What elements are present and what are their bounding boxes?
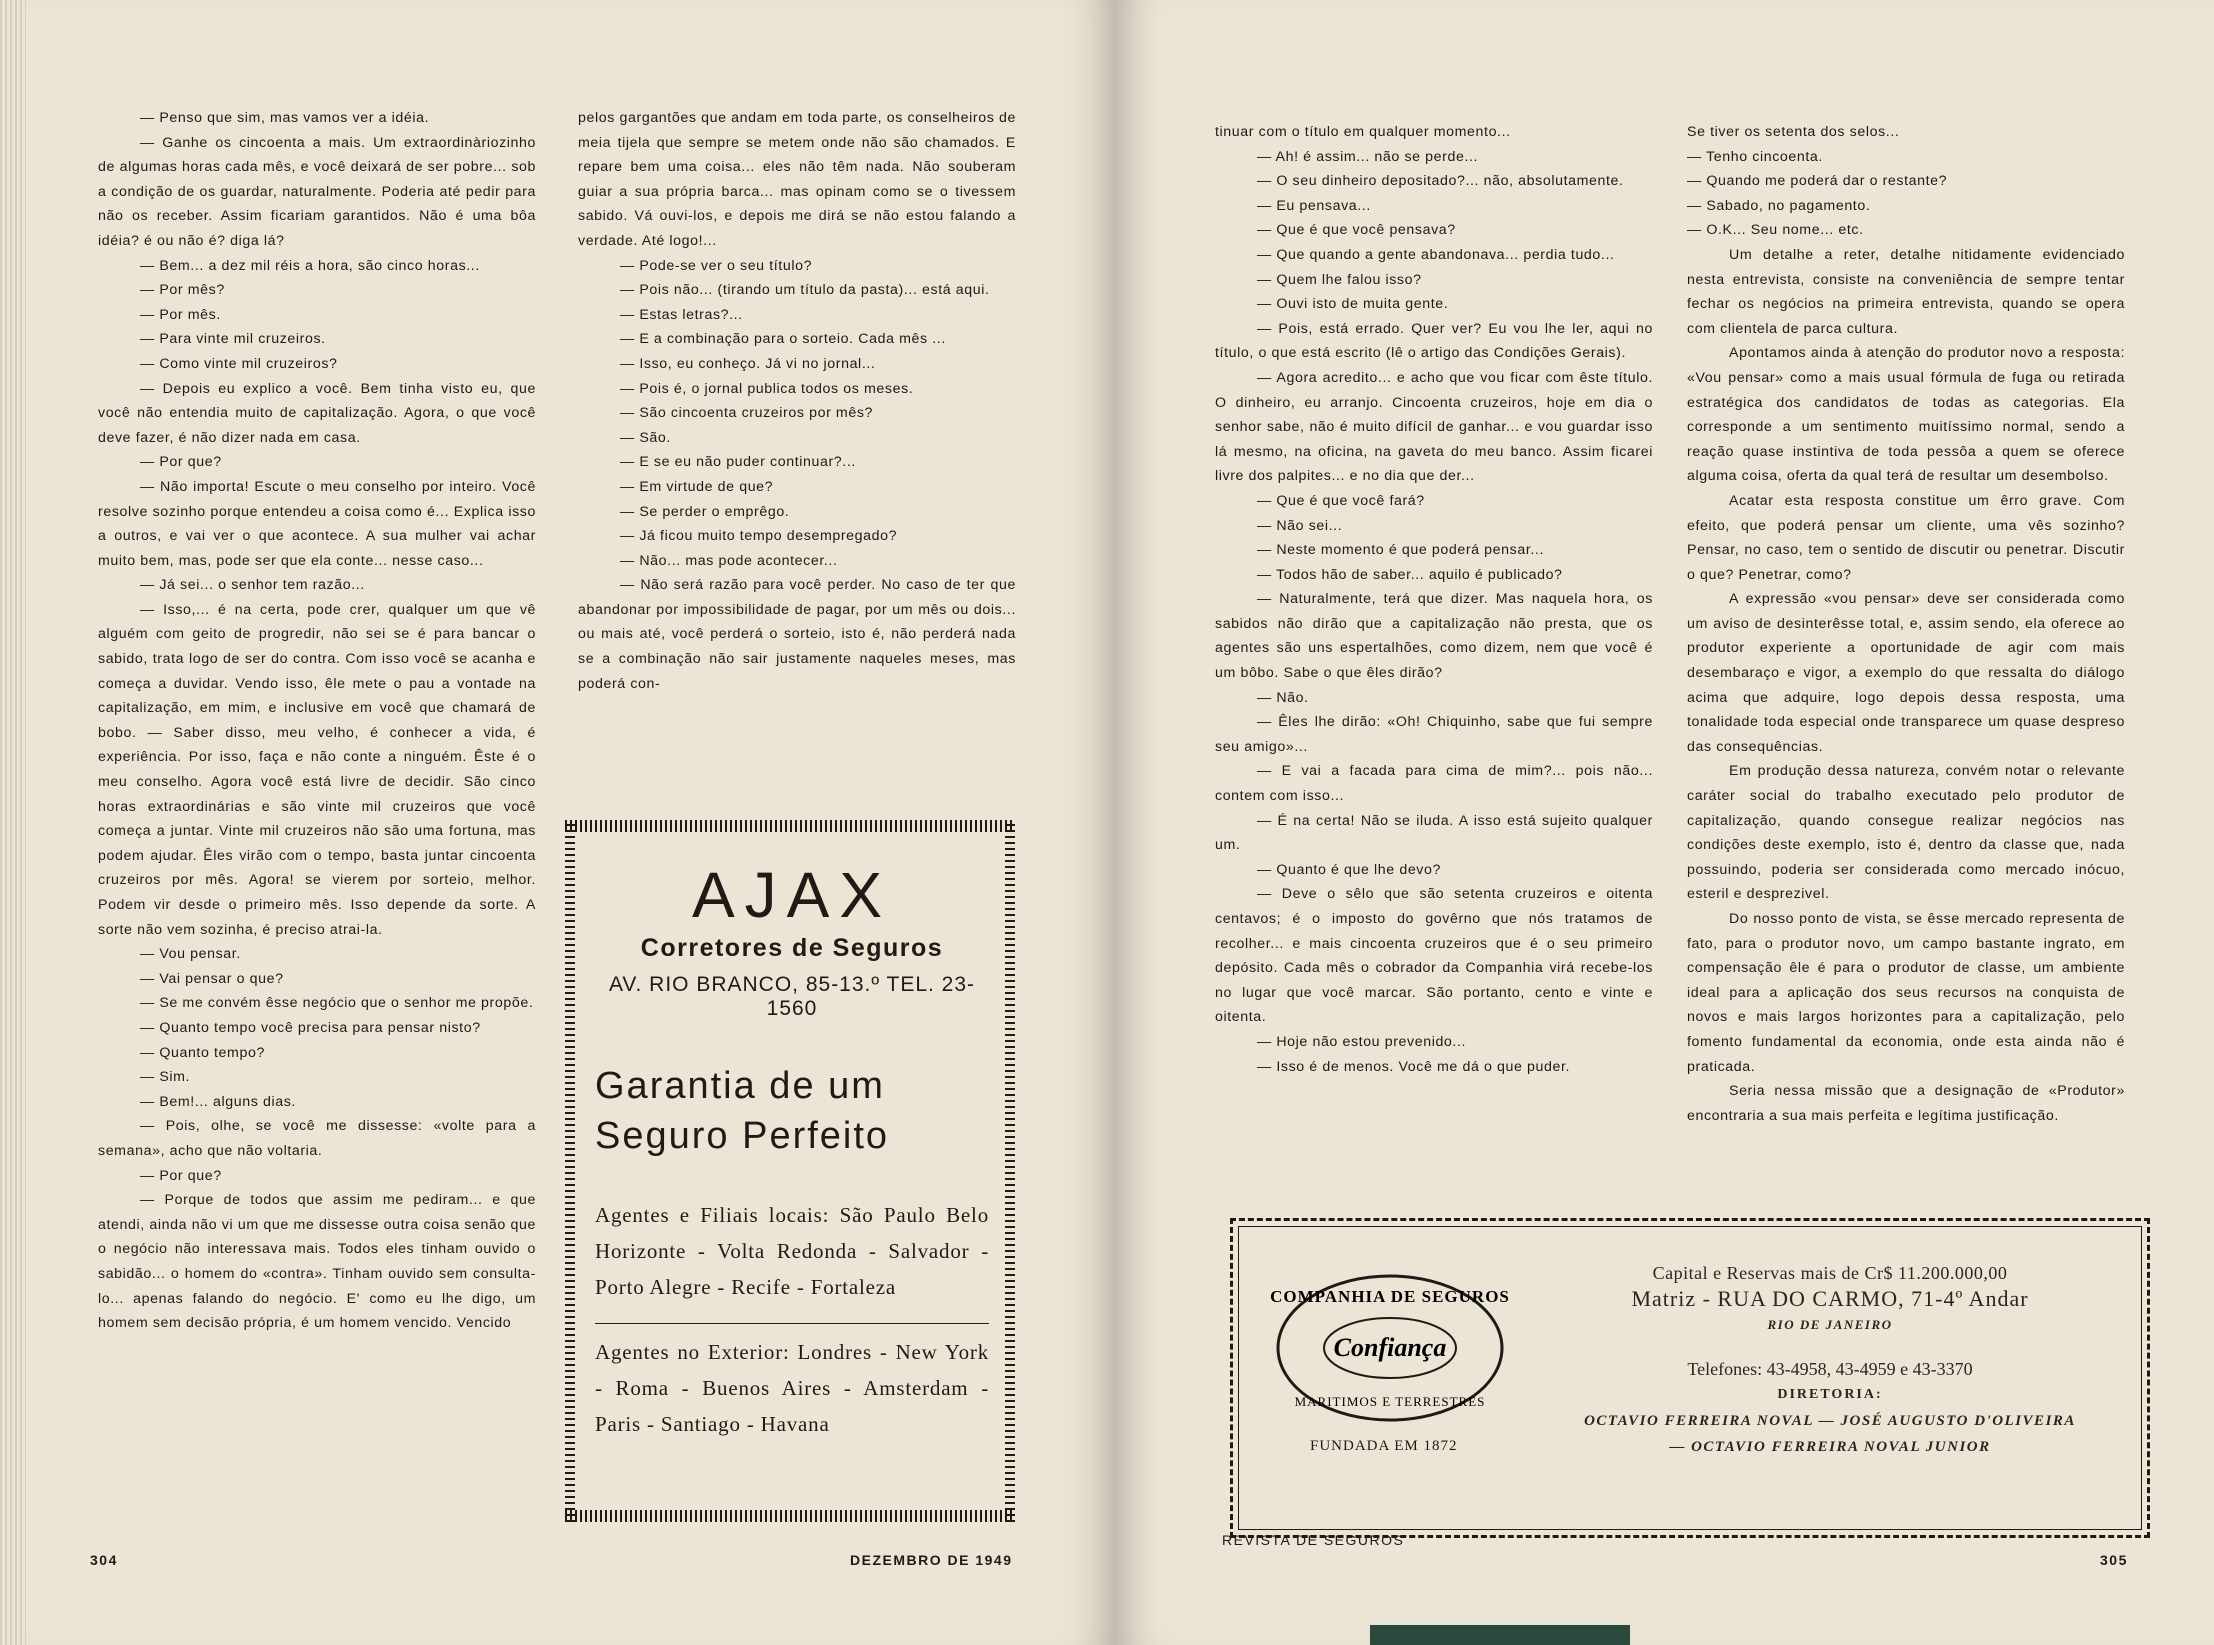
paragraph: — Por mês. [140,306,221,323]
page-number-left: 304 [90,1552,118,1568]
paragraph: — É na certa! Não se iluda. A isso está sujeito qualquer um. [1215,812,1653,854]
ad-border-right [1005,820,1015,1522]
paragraph: — São cincoenta cruzeiros por mês? [620,405,874,422]
paragraph: — Se perder o emprêgo. [620,503,790,520]
paragraph: — Bem!... alguns dias. [140,1093,296,1110]
paragraph: — Tenho cincoenta. [1687,148,1823,165]
paragraph: — Pois, está errado. Quer ver? Eu vou lhe ler, aqui no título, o que está escrito (lê o artigo das Condições Gerais). [1215,320,1653,362]
svg-text:MARITIMOS E TERRESTRES: MARITIMOS E TERRESTRES [1294,1394,1486,1409]
footer-date: DEZEMBRO DE 1949 [850,1552,1013,1568]
paragraph: — Êles lhe dirão: «Oh! Chiquinho, sabe que fui sempre seu amigo»... [1215,714,1653,755]
ajax-advertisement [565,820,1015,1522]
right-page [1115,0,2214,1645]
paragraph: — Isso é de menos. Você me dá o que puder. [1257,1058,1571,1075]
confianca-advertisement [1230,1218,2150,1538]
paragraph: — Sabado, no pagamento. [1687,197,1871,214]
paragraph: — Que é que você pensava? [1257,222,1456,239]
paragraph: — Quanto tempo? [140,1044,265,1061]
ad-brand: AJAX [691,859,893,931]
paragraph: — Já ficou muito tempo desempregado? [620,528,898,545]
paragraph: — O.K... Seu nome... etc. [1687,222,1864,239]
ad-address: AV. RIO BRANCO, 85-13.º TEL. 23-1560 [608,973,976,1020]
founded-text: FUNDADA EM 1872 [1310,1438,1458,1454]
page-edges [0,0,26,1645]
paragraph: — Deve o sêlo que são setenta cruzeiros e oitenta centavos; é o imposto do govêrno que nós tratamos de recolher... e mais cincoenta cruzeiros que é o seu primeiro depósito. Cada mês o cobrador da Companhia virá recebe-los no lugar que você marcar. São portanto, cento e vinte e oitenta. [1215,886,1653,1026]
paragraph: — Penso que sim, mas vamos ver a idéia. [140,110,430,126]
paragraph: — E vai a facada para cima de mim?... pois não... contem com isso... [1215,763,1653,805]
paragraph: — Por mês? [140,282,225,299]
paragraph: — Sim. [140,1069,191,1086]
paragraph: — Isso, eu conheço. Já vi no jornal... [620,355,876,372]
paragraph: — Pois é, o jornal publica todos os meses. [620,380,914,397]
paragraph: — Estas letras?... [620,306,743,323]
paragraph: — Não sei... [1257,517,1343,534]
paragraph: — Não será razão para você perder. No caso de ter que abandonar por impossibilidade de pagar, por um mês ou dois... ou mais até, você perderá o sorteio, isto é, não perderá nada se a combinação não sair justamente naqueles meses, mas poderá con- [578,577,1016,692]
ad-divider [595,1323,989,1324]
paragraph: — Quanto é que lhe devo? [1257,861,1441,878]
paragraph: — Que é que você fará? [1257,492,1425,509]
paragraph: — Pois, olhe, se você me dissesse: «volte para a semana», acho que não voltaria. [98,1118,536,1159]
paragraph: — Pode-se ver o seu título? [620,257,813,274]
binding-strip [1370,1625,1630,1645]
ad-border-bottom [565,1510,1015,1522]
paragraph: — Ah! é assim... não se perde... [1257,148,1479,165]
board-line-1: OCTAVIO FERREIRA NOVAL — JOSÉ AUGUSTO D'OLIVEIRA [1584,1413,2076,1429]
paragraph: Um detalhe a reter, detalhe nitidamente evidenciado nesta entrevista, consiste na conveniência de sempre tentar fechar os negócios na primeira entrevista, quando se opera com clientela de parca cultura. [1687,246,2125,337]
left-column-2 [578,106,1016,696]
paragraph: — São. [620,429,671,446]
footer-magazine: REVISTA DE SEGUROS [1222,1532,1405,1548]
paragraph: Se tiver os setenta dos selos... [1687,124,1900,140]
paragraph: — Que quando a gente abandonava... perdia tudo... [1257,246,1615,263]
ad-border-top [565,820,1015,832]
paragraph: — Quanto tempo você precisa para pensar nisto? [140,1019,481,1036]
paragraph: — Por que? [140,1167,222,1184]
paragraph: tinuar com o título em qualquer momento... [1215,124,1511,140]
paragraph: — Pois não... (tirando um título da pasta)... está aqui. [620,282,990,299]
paragraph: — Não importa! Escute o meu conselho por inteiro. Você resolve sozinho porque entendeu a coisa como é... Explica isso a outros, e vai ver o que acontece. A sua mulher vai achar muito bem, mas, pode ser que ela conte... nesse caso... [98,478,536,569]
ad-local-agents: Agentes e Filiais locais: São Paulo Belo Horizonte - Volta Redonda - Salvador - Porto Alegre - Recife - Fortaleza [595,1203,989,1299]
svg-text:Confiança: Confiança [1333,1333,1447,1362]
left-column-1 [98,106,536,1336]
paragraph: — Em virtude de que? [620,478,774,495]
paragraph: — Como vinte mil cruzeiros? [140,355,338,372]
paragraph: — Vai pensar o que? [140,970,284,987]
right-column-2 [1687,120,2125,1128]
svg-text:COMPANHIA DE SEGUROS: COMPANHIA DE SEGUROS [1270,1287,1510,1306]
paragraph: — Não. [1257,689,1309,706]
page-number-right: 305 [2100,1552,2128,1568]
ad-subtitle: Corretores de Seguros [640,934,944,962]
paragraph: — Ouvi isto de muita gente. [1257,296,1449,313]
paragraph: — Vou pensar. [140,946,241,963]
matriz-text: Matriz - RUA DO CARMO, 71-4º Andar [1631,1286,2029,1311]
paragraph: — Por que? [140,454,222,471]
paragraph: Acatar esta resposta constitue um êrro grave. Com efeito, que poderá pensar um cliente, uma vês sozinho? Pensar, no caso, tem o sentido de discutir ou penetrar. Discutir o que? Penetrar, como? [1687,492,2125,583]
paragraph: — Neste momento é que poderá pensar... [1257,542,1544,559]
phones-text: Telefones: 43-4958, 43-4959 e 43-3370 [1687,1359,1973,1379]
ad-slogan: Garantia de um Seguro Perfeito [595,1065,890,1157]
right-column-1 [1215,120,1653,1079]
paragraph: pelos gargantões que andam em toda parte, os conselheiros de meia tijela que sempre se metem onde não são chamados. E repare bem uma coisa... eles não têm nada. Não souberam guiar a sua própria barca... mas opinam como se o tivessem sabido. Vá ouvi-los, e depois me dirá se não estou falando a verdade. Até logo!... [578,110,1016,249]
paragraph: — Hoje não estou prevenido... [1257,1033,1467,1050]
paragraph: — Naturalmente, terá que dizer. Mas naquela hora, os sabidos não dirão que a capitalização não presta, que os agentes são uns espertalhões, como dizem, nem que você é um bôbo. Sabe o que êles dirão? [1215,591,1653,682]
paragraph: Apontamos ainda à atenção do produtor novo a resposta: «Vou pensar» como a mais usual fórmula de fuga ou retirada estratégica dos candidatos de todas as categorias. Ela corresponde a um sentimento muitíssimo normal, sendo a reação quase instintiva de toda pessôa a quem se oferece alguma coisa, oferta da qual terá de resultar um desembolso. [1687,345,2125,485]
ad-border-left [565,820,575,1522]
company-seal-icon [1270,1268,1510,1428]
ad-foreign-agents: Agentes no Exterior: Londres - New York - Roma - Buenos Aires - Amsterdam - Paris - Santiago - Havana [595,1340,989,1436]
paragraph: A expressão «vou pensar» deve ser considerada como um aviso de desinterêsse total, e, assim sendo, ela oferece ao produtor experiente a oportunidade de agir com mais desembaraço e vigor, a exemplo do que ressalta do diálogo acima que adquire, logo depois dessa resposta, uma tonalidade toda especial onde transparece um quase despreso das consequências. [1687,591,2125,755]
paragraph: Seria nessa missão que a designação de «Produtor» encontraria a sua mais perfeita e legítima justificação. [1687,1083,2125,1124]
paragraph: — Agora acredito... e acho que vou ficar com êste título. O dinheiro, eu arranjo. Cincoenta cruzeiros, hoje em dia o senhor sabe, não é muito difícil de ganhar... e vou guardar isso lá mesmo, na oficina, na gaveta do meu banco. Assim ficarei livre dos palpites... e no dia que der... [1215,369,1653,485]
paragraph: — Quando me poderá dar o restante? [1687,173,1948,190]
paragraph: — Não... mas pode acontecer... [620,552,838,569]
paragraph: — Se me convém êsse negócio que o senhor me propõe. [140,995,534,1012]
paragraph: — E a combinação para o sorteio. Cada mês ... [620,331,946,348]
company-info [1540,1260,2120,1460]
paragraph: — Para vinte mil cruzeiros. [140,331,326,348]
paragraph: — E se eu não puder continuar?... [620,454,856,471]
capital-text: Capital e Reservas mais de Cr$ 11.200.000,00 [1652,1263,2008,1283]
paragraph: — Quem lhe falou isso? [1257,271,1422,288]
paragraph: — Todos hão de saber... aquilo é publicado? [1257,566,1563,583]
board-title: DIRETORIA: [1777,1387,1883,1402]
paragraph: — Depois eu explico a você. Bem tinha visto eu, que você não entendia muito de capitalização. Agora, o que você deve fazer, é não dizer nada em casa. [98,380,536,446]
paragraph: — Ganhe os cincoenta a mais. Um extraordinàriozinho de algumas horas cada mês, e você deixará de ser pobre... sob a condição de os guardar, naturalmente. Poderia até pedir para não os receber. Assim ficariam garantidos. Não é uma bôa idéia? é ou não é? diga lá? [98,134,536,249]
paragraph: — Isso,... é na certa, pode crer, qualquer um que vê alguém com geito de progredir, não sei se é para bancar o sabido, trata logo de ser do contra. Com isso você se acanha e começa a duvidar. Vendo isso, êle mete o pau a vontade na capitalização, em mim, e inclusive em você que chamará de bobo. — Saber disso, meu velho, é conhecer a vida, é experiência. Por isso, faça e não conte a ninguém. Êste é o meu conselho. Agora você está livre de decidir. São cinco horas extraordinárias e são vinte mil cruzeiros que você começa a juntar. Vinte mil cruzeiros não são uma fortuna, mas podem ajudar. Êles virão com o tempo, basta juntar cincoenta cruzeiros por mês. Agora! se vierem por sorteio, melhor. Podem vir desde o primeiro mês. Isso depende da sorte. A sorte não vem sozinha, é preciso atrai-la. [98,601,536,938]
paragraph: — Já sei... o senhor tem razão... [140,577,365,594]
board-line-2: — OCTAVIO FERREIRA NOVAL JUNIOR [1669,1439,1991,1455]
paragraph: Do nosso ponto de vista, se êsse mercado representa de fato, para o produtor novo, um campo bastante ingrato, em compensação êle é para o produtor de classe, um ambiente ideal para a aplicação dos seus recursos na conquista de novos e mais largos horizontes para a capitalização, pelo fomento fundamental da economia, onde esta ainda não é praticada. [1687,911,2125,1075]
city-text: RIO DE JANEIRO [1767,1317,1893,1332]
paragraph: — Eu pensava... [1257,197,1371,214]
paragraph: — O seu dinheiro depositado?... não, absolutamente. [1257,173,1624,190]
paragraph: Em produção dessa natureza, convém notar o relevante caráter social do trabalho executado pelo produtor de capitalização, quando consegue realizar negócios nas condições deste exemplo, isto é, dentro da classe que, nada possuindo, poderia ser considerada como mercado inócuo, esteril e desprezivel. [1687,763,2125,903]
paragraph: — Bem... a dez mil réis a hora, são cinco horas... [140,257,480,274]
paragraph: — Porque de todos que assim me pediram... e que atendi, ainda não vi um que me dissesse outra coisa senão que o negócio não interessava mais. Todos eles tinham ouvido o sabidão... o homem do «contra». Tinham ouvido sem consulta-lo... apenas falando do negócio. E' como eu lhe digo, um homem sem decisão própria, é um homem vencido. Vencido [98,1192,536,1332]
